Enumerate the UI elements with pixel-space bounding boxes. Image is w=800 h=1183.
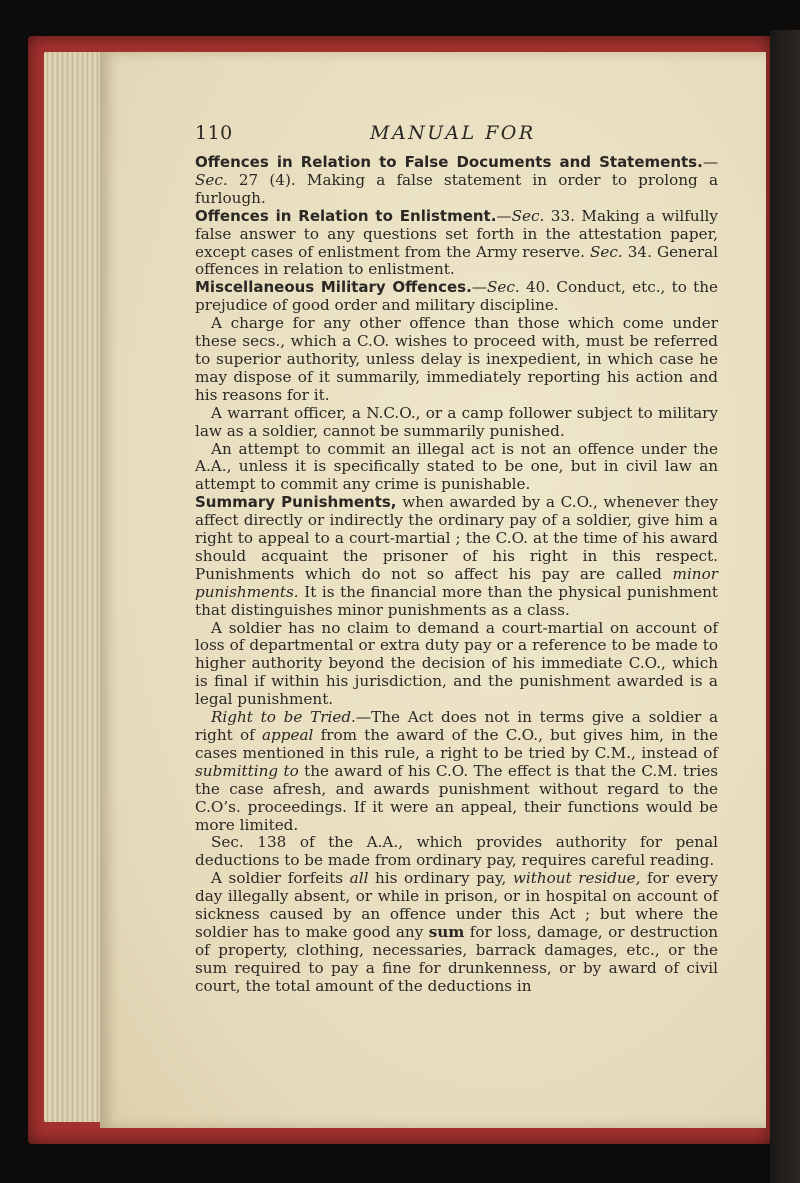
paragraph-text: for loss, damage, or destruction of property, clothing, necessaries, barrack damages, etc., or the sum required to pay a fine for drunkenness, or by award of civil court, the total amount of the deductions in xyxy=(195,922,719,995)
italic-term: minor punishments. xyxy=(195,564,718,601)
paragraph-text: 40. Conduct, etc., to the prejudice of good order and military discipline. xyxy=(195,278,718,315)
paragraph-text: his ordinary pay, xyxy=(368,869,513,888)
paragraph-text: 27 (4). Making a false statement in order to prolong a furlough. xyxy=(195,170,718,207)
page-edges xyxy=(44,52,102,1122)
paragraph-text: when awarded by a C.O., whenever they affect directly or indirectly the ordinary pay of a soldier, give him a right to appeal to a court-martial ; the C.O. at the time of his award should acquaint the prisoner of his right in this respect. Punishments which do not so affect his pay are called xyxy=(195,493,719,583)
italic-heading: Right to be Tried. xyxy=(211,708,356,727)
paragraph-text: 33. Making a wilfully false answer to any questions set forth in the attestation paper, except cases of enlistment from the Army reserve. xyxy=(195,206,718,261)
italic-term: without residue, xyxy=(512,869,641,888)
paragraph-text: It is the financial more than the physical punishment that distinguishes minor punishments as a class. xyxy=(195,582,718,619)
section-ref: Sec. xyxy=(195,170,228,189)
running-head xyxy=(195,122,755,152)
italic-term: appeal xyxy=(261,726,314,744)
section-ref: Sec. xyxy=(486,278,520,297)
section-ref: Sec. xyxy=(589,242,623,261)
bold-term: sum xyxy=(428,922,465,941)
section-ref: Sec. xyxy=(511,206,545,225)
paragraph-enlistment: Offences in Relation to Enlistment.—Sec. 33. Making a wilfully false answer to any questions set forth in the attestation paper, except cases of enlistment from the Army reserve. Sec. 34. General offences in relation to enlistment. xyxy=(195,206,719,279)
page-number: 110 xyxy=(195,122,233,144)
paragraph-no-claim: A soldier has no claim to demand a court-martial on account of loss of departmental or extra duty pay or a reference to be made to higher authority beyond the decision of his immediate C.O., which is final if within his jurisdiction, and the punishment awarded is a legal punishment. xyxy=(195,618,718,709)
background-shadow xyxy=(770,30,800,1183)
paragraph-text: for every day illegally absent, or while in prison, or in hospital on account of sickness caused by an offence under this Act ; but where the soldier has to make good any xyxy=(195,869,718,941)
paragraph-warrant-officer: A warrant officer, a N.C.O., or a camp follower subject to military law as a soldier, cannot be summarily punished. xyxy=(195,403,718,440)
paragraph-text: 34. General offences in relation to enlistment. xyxy=(195,242,719,279)
paragraph-text: from the award of the C.O., but gives him, in the cases mentioned in this rule, a right to be tried by C.M., instead of xyxy=(195,726,718,762)
section-heading: Miscellaneous Military Offences. xyxy=(195,278,472,297)
body-text xyxy=(195,154,718,996)
paragraph-forfeits xyxy=(195,870,718,995)
paragraph-right-to-be-tried xyxy=(195,709,718,834)
paragraph-summary-punishments xyxy=(195,494,718,619)
paragraph-sec-138: Sec. 138 of the A.A., which provides authority for penal deductions to be made from ordinary pay, requires careful reading. xyxy=(195,833,718,870)
section-heading: Summary Punishments, xyxy=(195,493,397,512)
paragraph-text: the award of his C.O. The effect is that the C.M. tries the case afresh, and awards punishment without regard to the C.O’s. proceedings. If it were an appeal, their functions would be more limited. xyxy=(195,761,719,834)
paragraph-false-documents: Offences in Relation to False Documents and Statements.—Sec. 27 (4). Making a false statement in order to prolong a furlough. xyxy=(195,153,718,207)
paragraph-miscellaneous: Miscellaneous Military Offences.—Sec. 40. Conduct, etc., to the prejudice of good order and military discipline. xyxy=(195,278,718,315)
paragraph-charge: A charge for any other offence than those which come under these secs., which a C.O. wishes to proceed with, must be referred to superior authority, unless delay is inexpedient, in which case he may dispose of it summarily, immediately reporting his action and his reasons for it. xyxy=(195,314,718,404)
paragraph-text: A soldier forfeits xyxy=(211,869,350,888)
section-heading: Offences in Relation to Enlistment. xyxy=(195,206,497,225)
running-title: MANUAL FOR xyxy=(370,122,536,144)
italic-term: submitting to xyxy=(195,761,299,780)
paragraph-text: —The Act does not in terms give a soldier a right of xyxy=(195,708,719,744)
section-heading: Offences in Relation to False Documents and Statements. xyxy=(195,153,703,171)
italic-term: all xyxy=(349,869,369,888)
paragraph-attempt: An attempt to commit an illegal act is not an offence under the A.A., unless it is specifically stated to be one, but in civil law an attempt to commit any crime is punishable. xyxy=(195,439,718,494)
book-page xyxy=(100,52,766,1128)
